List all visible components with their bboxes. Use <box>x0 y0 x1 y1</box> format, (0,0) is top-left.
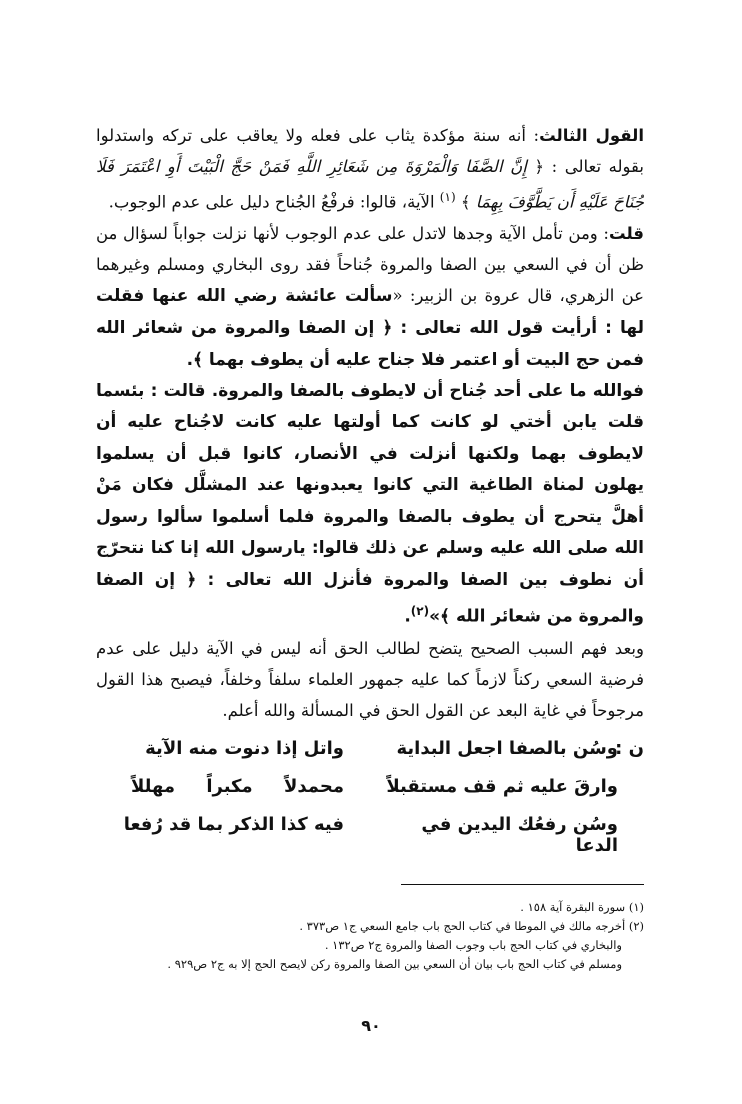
poem-second-hemistich: فيه كذا الذكر بما قد رُفعا <box>123 814 344 835</box>
poem-second-hemistich: واتل إذا دنوت منه الآية <box>145 738 344 759</box>
qultu-text: : ومن تأمل الآية وجدها لاتدل على عدم الوجوب لأنها نزلت جواباً لسؤال من ظن أن في السعي بين الصفا والمروة جُناحاً فقد روى البخاري ومسلم وغيرهما عن الزهري، قال عروة بن الزبير: « <box>96 223 644 305</box>
footnotes <box>84 898 644 974</box>
footnote-ref-1: (١) <box>439 190 456 204</box>
page-number: ٩٠ <box>361 1016 381 1035</box>
footnote: (١) سورة البقرة آية ١٥٨ . <box>520 900 644 914</box>
poem-first-hemistich: وارقَ عليه ثم قف مستقبلاً <box>386 776 618 797</box>
poem <box>89 738 644 856</box>
paragraph-qultu <box>96 218 644 376</box>
third-opinion-tail: الآية، قالوا: فرفْعُ الجُناح دليل على عدم الوجوب. <box>108 192 440 212</box>
footnote-continuation: ومسلم في كتاب الحج باب بيان أن السعي بين الصفا والمروة ركن لايصح الحج إلا به ج٢ ص٩٢٩ . <box>167 957 622 971</box>
third-opinion-text: : أنه سنة مؤكدة يثاب على فعله ولا يعاقب على تركه واستدلوا بقوله تعالى : ﴿ <box>96 126 644 176</box>
quran-verse: إِنَّ الصَّفَا وَالْمَرْوَةَ مِن شَعَائِرِ اللَّهِ فَمَنْ حَجَّ الْبَيْتَ أَوِ اعْتَمَرَ فَلَا جُنَاحَ عَلَيْهِ أَن يَطَّوَّفَ بِهِمَا <box>96 157 644 212</box>
poem-lead: ن : <box>615 738 644 759</box>
paragraph-conclusion: وبعد فهم السبب الصحيح يتضح لطالب الحق أنه ليس في الآية دليل على عدم فرضية السعي ركناً لازماً كما عليه جمهور العلماء سلفاً وخلفاً، فيصبح هذا القول مرجوحاً في غاية البعد عن القول الحق في المسألة والله أعلم. <box>96 639 644 721</box>
poem-second-hemistich: محمدلاً مكبراً مهللاً <box>130 776 344 797</box>
poem-line <box>89 814 644 856</box>
footnote-ref-2: (٢) <box>410 604 430 618</box>
poem-first-hemistich: وسُن رفعُك اليدين في الدعا <box>421 814 618 856</box>
third-opinion-heading: القول الثالث <box>539 126 645 145</box>
poem-first-hemistich: وسُن بالصفا اجعل البداية <box>396 738 618 759</box>
verse-close: ﴾ <box>455 192 476 212</box>
poem-line <box>89 776 644 814</box>
footnote-divider <box>401 884 644 885</box>
hadith-end: . <box>404 606 411 627</box>
hadith-text: فوالله ما على أحد جُناح أن لايطوف بالصفا والمروة. قالت : بئسما قلت يابن أختي لو كانت كما أولتها عليه كانت لاجُناح عليه أن لايطوف بهما ولكنها أنزلت في الأنصار، كانوا قبل أن يسلموا يهلون لمناة الطاغية التي كانوا يعبدونها عند المشلَّل فكان مَنْ أهلَّ يتحرج أن يطوف بالصفا والمروة فلما أسلموا سألوا رسول الله صلى الله عليه وسلم عن ذلك قالوا: يارسول الله إنا كنا نتحرّج أن نطوف بين الصفا والمروة فأنزل الله تعالى : ﴿ إن الصفا والمروة من شعائر الله ﴾» <box>96 380 644 627</box>
poem-line <box>89 738 644 776</box>
main-text <box>96 120 644 726</box>
footnote: (٢) أخرجه مالك في الموطا في كتاب الحج باب جامع السعي ج١ ص٣٧٣ . <box>299 919 644 933</box>
qultu-heading: قلت <box>608 223 644 243</box>
paragraph-third-opinion <box>96 120 644 218</box>
hadith-opening: سألت عائشة رضي الله عنها فقلت لها : أرأيت قول الله تعالى : ﴿ إن الصفا والمروة من شعائر الله فمن حج البيت أو اعتمر فلا جناح عليه أن يطوف بهما ﴾. <box>96 285 644 370</box>
footnote-continuation: والبخاري في كتاب الحج باب وجوب الصفا والمروة ج٢ ص١٣٢ . <box>324 938 622 952</box>
paragraph-hadith <box>96 376 644 634</box>
